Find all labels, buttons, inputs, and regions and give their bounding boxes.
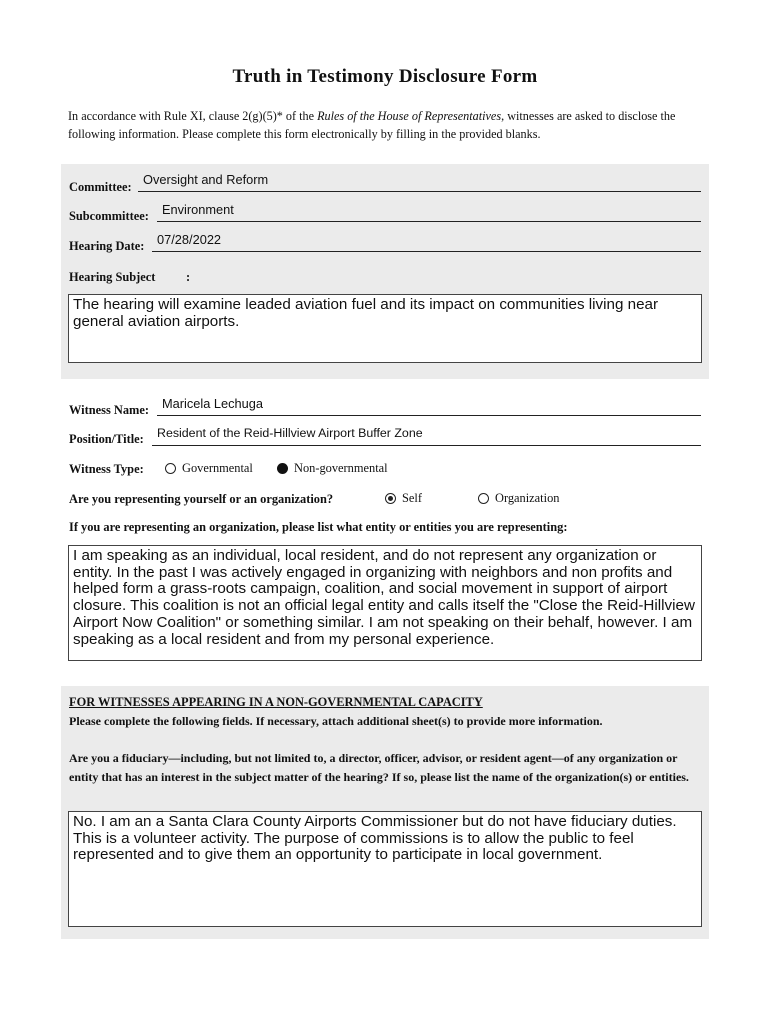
radio-unchecked-icon xyxy=(165,463,176,474)
hearing-date-field[interactable] xyxy=(152,233,701,252)
hearing-date-label: Hearing Date: xyxy=(69,239,145,253)
committee-value: Oversight and Reform xyxy=(143,172,269,187)
subcommittee-field[interactable] xyxy=(157,203,701,222)
witness-type-label: Witness Type: xyxy=(69,462,144,476)
witness-name-label: Witness Name: xyxy=(69,403,149,417)
radio-unchecked-icon xyxy=(478,493,489,504)
hearing-date-value: 07/28/2022 xyxy=(157,232,222,247)
intro-text-start: In accordance with Rule XI, clause 2(g)(5)* of the xyxy=(68,109,318,123)
hearing-subject-colon: : xyxy=(186,270,191,284)
intro-paragraph xyxy=(68,107,708,143)
nongovernmental-heading: FOR WITNESSES APPEARING IN A NON-GOVERNMENTAL CAPACITY xyxy=(69,695,483,709)
hearing-subject-textarea[interactable]: The hearing will examine leaded aviation fuel and its impact on communities living near general aviation airports. xyxy=(68,294,702,363)
represent-self-label: Self xyxy=(402,491,422,505)
committee-label: Committee: xyxy=(69,180,132,194)
radio-filled-icon xyxy=(277,463,288,474)
subcommittee-label: Subcommittee: xyxy=(69,209,149,223)
fiduciary-question: Are you a fiduciary—including, but not limited to, a director, officer, advisor, or resident agent—of any organization or entity that has an interest in the subject matter of the hearing? If so, please list the name of the organization(s) or entities. xyxy=(69,751,689,784)
intro-text-end: , witnesses are asked to disclose the following information. Please complete this form electronically by filling in the provided blanks. xyxy=(68,109,676,141)
hearing-subject-label: Hearing Subject xyxy=(69,270,156,284)
position-title-value: Resident of the Reid-Hillview Airport Buffer Zone xyxy=(157,426,423,440)
witness-name-value: Maricela Lechuga xyxy=(162,396,264,411)
position-title-field[interactable] xyxy=(152,427,701,446)
witness-type-nongovernmental-option[interactable] xyxy=(277,461,388,476)
witness-type-governmental-label: Governmental xyxy=(182,461,253,475)
entities-textarea[interactable]: I am speaking as an individual, local resident, and do not represent any organization or entity. In the past I was actively engaged in organizing with neighbors and non profits and helped form a grass-roots campaign, coalition, and social movement in support of airport closure. This coalition is not an official legal entity and calls itself the "Close the Reid-Hillview Airport Now Coalition" or something similar. I am not speaking on their behalf, however. I am speaking as a local resident and from my personal experience. xyxy=(68,545,702,661)
radio-selected-icon xyxy=(385,493,396,504)
witness-type-governmental-option[interactable] xyxy=(165,461,253,476)
representing-label: Are you representing yourself or an organization? xyxy=(69,492,334,506)
entities-label: If you are representing an organization, please list what entity or entities you are representing: xyxy=(69,520,568,534)
form-title: Truth in Testimony Disclosure Form xyxy=(232,66,538,87)
subcommittee-value: Environment xyxy=(162,202,234,217)
position-title-label: Position/Title: xyxy=(69,432,144,446)
witness-name-field[interactable] xyxy=(157,397,701,416)
represent-organization-label: Organization xyxy=(495,491,560,505)
represent-self-option[interactable] xyxy=(385,491,422,506)
committee-field[interactable] xyxy=(138,173,701,192)
nongovernmental-instructions: Please complete the following fields. If necessary, attach additional sheet(s) to provide more information. xyxy=(69,714,603,728)
fiduciary-answer-textarea[interactable]: No. I am an a Santa Clara County Airports Commissioner but do not have fiduciary duties. This is a volunteer activity. The purpose of commissions is to allow the public to feel represented and to give them an opportunity to participate in local government. xyxy=(68,811,702,927)
represent-organization-option[interactable] xyxy=(478,491,559,506)
witness-type-nongovernmental-label: Non-governmental xyxy=(294,461,388,475)
rules-title: Rules of the House of Representatives xyxy=(317,109,502,123)
